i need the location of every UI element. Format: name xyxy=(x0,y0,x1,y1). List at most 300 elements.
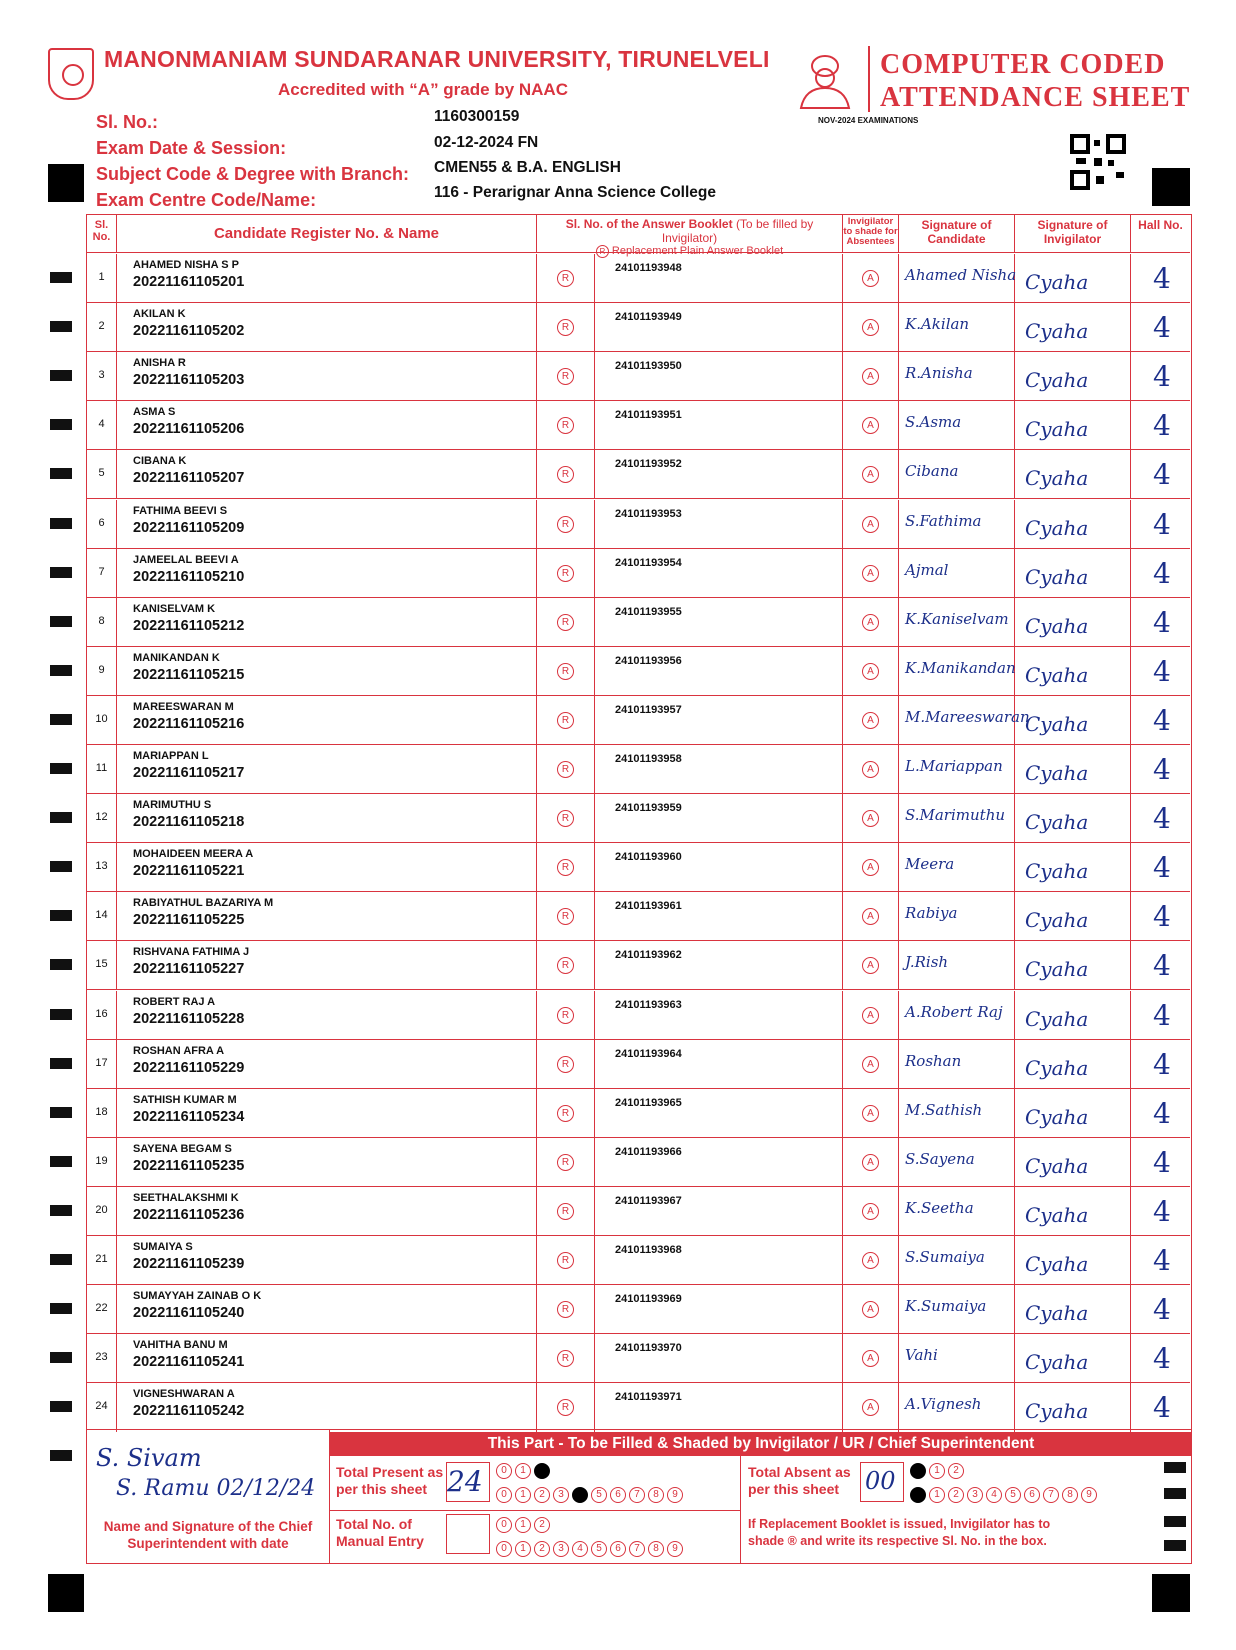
candidate-name: SEETHALAKSHMI K xyxy=(133,1191,239,1204)
booklet-number: 24101193953 xyxy=(615,507,682,520)
candidate-name: RABIYATHUL BAZARIYA M xyxy=(133,897,274,910)
replacement-note: If Replacement Booklet is issued, Invigilator has to shade ® and write its respective Sl. No. in the box. xyxy=(748,1517,1051,1548)
hall-number: 4 xyxy=(1153,360,1171,394)
table-row xyxy=(87,1285,1190,1334)
booklet-number: 24101193956 xyxy=(615,654,682,667)
sheet-title xyxy=(880,48,1190,114)
absent-bubble[interactable]: A xyxy=(862,761,879,778)
header-hall: Hall No. xyxy=(1131,215,1190,253)
absent-bubble[interactable]: A xyxy=(862,565,879,582)
hall-number: 4 xyxy=(1153,556,1171,590)
total-absent-value: 00 xyxy=(865,1467,896,1495)
absent-bubble[interactable]: A xyxy=(862,417,879,434)
replacement-bubble[interactable]: R xyxy=(557,1252,574,1269)
candidate-name: MARIAPPAN L xyxy=(133,750,209,762)
hall-number: 4 xyxy=(1153,1293,1171,1327)
timing-mark xyxy=(50,1450,72,1461)
invigilator-signature: Cyaha xyxy=(1025,859,1089,884)
total-present-tens[interactable]: 0 1 2 xyxy=(496,1460,553,1479)
candidate-signature: R.Anisha xyxy=(905,364,973,383)
invigilator-signature: Cyaha xyxy=(1025,1202,1089,1227)
hall-number: 4 xyxy=(1153,1244,1171,1277)
candidate-name: SATHISH KUMAR M xyxy=(133,1093,237,1106)
invigilator-signature: Cyaha xyxy=(1025,1350,1089,1375)
invigilator-signature: Cyaha xyxy=(1025,908,1089,933)
replacement-bubble[interactable]: R xyxy=(557,466,574,483)
candidate-name: ASMA S xyxy=(133,406,176,419)
register-number: 20221161105241 xyxy=(133,1354,245,1371)
replacement-bubble[interactable]: R xyxy=(557,1399,574,1416)
absent-bubble[interactable]: A xyxy=(862,663,879,680)
table-row xyxy=(87,941,1190,990)
invigilator-signature: Cyaha xyxy=(1025,1301,1089,1326)
row-sl: 18 xyxy=(87,1089,117,1137)
table-row xyxy=(87,794,1190,843)
candidate-signature: Cibana xyxy=(905,462,959,481)
candidate-signature: K.Kaniselvam xyxy=(905,609,1009,628)
candidate-signature: Ajmal xyxy=(905,560,949,579)
row-sl: 11 xyxy=(87,745,117,793)
total-present-box[interactable] xyxy=(446,1462,490,1502)
replacement-bubble[interactable]: R xyxy=(557,761,574,778)
replacement-bubble[interactable]: R xyxy=(557,1301,574,1318)
accreditation-text: Accredited with “A” grade by NAAC xyxy=(278,80,568,99)
invigilator-signature: Cyaha xyxy=(1025,1006,1089,1031)
hall-number: 4 xyxy=(1153,703,1171,737)
absent-bubble[interactable]: A xyxy=(862,1301,879,1318)
absent-bubble[interactable]: A xyxy=(862,1350,879,1367)
invigilator-signature: Cyaha xyxy=(1025,515,1089,540)
header-sl: Sl. No. xyxy=(87,215,117,253)
booklet-number: 24101193962 xyxy=(615,949,682,962)
registration-mark xyxy=(48,1574,84,1612)
register-number: 20221161105236 xyxy=(133,1206,245,1223)
row-sl: 13 xyxy=(87,843,117,891)
candidate-signature: Rabiya xyxy=(905,904,958,923)
replacement-bubble[interactable]: R xyxy=(557,712,574,729)
header-divider xyxy=(868,46,870,112)
timing-mark xyxy=(50,763,72,774)
candidate-signature: Ahamed Nisha xyxy=(905,266,1017,284)
candidate-name: AKILAN K xyxy=(133,308,186,321)
university-logo xyxy=(48,48,94,100)
hall-number: 4 xyxy=(1153,900,1171,934)
manual-entry-units[interactable]: 0 1 2 3 4 5 6 7 8 9 xyxy=(496,1538,686,1557)
table-row xyxy=(87,450,1190,499)
table-row xyxy=(87,1089,1190,1138)
qr-code-icon xyxy=(1072,136,1124,188)
hall-number: 4 xyxy=(1153,1194,1171,1228)
absent-bubble[interactable]: A xyxy=(862,712,879,729)
booklet-number: 24101193954 xyxy=(615,556,682,569)
candidate-signature: K.Manikandan xyxy=(905,658,1016,677)
booklet-number: 24101193959 xyxy=(615,802,682,815)
total-absent-label: Total Absent as per this sheet xyxy=(748,1464,851,1497)
hall-number: 4 xyxy=(1153,1391,1171,1425)
row-sl: 3 xyxy=(87,352,117,400)
candidate-signature: J.Rish xyxy=(905,953,949,972)
replacement-bubble[interactable]: R xyxy=(557,319,574,336)
booklet-number: 24101193960 xyxy=(615,851,682,864)
table-row xyxy=(87,1040,1190,1089)
replacement-bubble[interactable]: R xyxy=(557,1203,574,1220)
register-number: 20221161105202 xyxy=(133,323,245,340)
register-number: 20221161105225 xyxy=(133,912,245,929)
candidate-signature: Meera xyxy=(905,855,955,874)
absent-bubble[interactable]: A xyxy=(862,1007,879,1024)
chief-signature-line1: S. Sivam xyxy=(96,1444,202,1472)
timing-mark xyxy=(50,959,72,970)
booklet-number: 24101193968 xyxy=(615,1244,682,1256)
absent-bubble[interactable]: A xyxy=(862,516,879,533)
hall-number: 4 xyxy=(1153,851,1171,885)
replacement-bubble[interactable]: R xyxy=(557,663,574,680)
hall-number: 4 xyxy=(1153,409,1171,443)
replacement-symbol-icon: R xyxy=(596,245,609,258)
absent-bubble[interactable]: A xyxy=(862,614,879,631)
invigilator-signature: Cyaha xyxy=(1025,1055,1089,1080)
absent-bubble[interactable]: A xyxy=(862,1399,879,1416)
register-number: 20221161105229 xyxy=(133,1059,245,1076)
centre-value: 116 - Perarignar Anna Science College xyxy=(434,184,716,201)
total-absent-units[interactable]: 0 1 2 3 4 5 6 7 8 9 xyxy=(910,1484,1100,1503)
register-number: 20221161105217 xyxy=(133,765,245,781)
table-row xyxy=(87,352,1190,401)
row-sl: 21 xyxy=(87,1236,117,1284)
candidate-signature: S.Marimuthu xyxy=(905,806,1006,825)
register-number: 20221161105216 xyxy=(133,715,245,732)
hall-number: 4 xyxy=(1153,605,1171,639)
register-number: 20221161105203 xyxy=(133,372,245,389)
table-row xyxy=(87,549,1190,598)
invigilator-signature: Cyaha xyxy=(1025,1153,1089,1178)
row-sl: 2 xyxy=(87,303,117,351)
header-absent: Invigilator to shade for Absentees xyxy=(843,215,899,253)
candidate-name: MANIKANDAN K xyxy=(133,651,220,664)
replacement-bubble[interactable]: R xyxy=(557,270,574,287)
timing-mark xyxy=(50,1009,72,1020)
replacement-bubble[interactable]: R xyxy=(557,614,574,631)
hall-number: 4 xyxy=(1153,1096,1171,1130)
replacement-bubble[interactable]: R xyxy=(557,417,574,434)
row-sl: 24 xyxy=(87,1383,117,1432)
attendance-table xyxy=(86,214,1192,1430)
candidate-signature: A.Robert Raj xyxy=(905,1002,1003,1021)
candidate-name: KANISELVAM K xyxy=(133,602,216,615)
candidate-name: SAYENA BEGAM S xyxy=(133,1142,232,1155)
table-row xyxy=(87,843,1190,892)
table-row xyxy=(87,1138,1190,1187)
timing-mark xyxy=(50,321,72,332)
timing-mark xyxy=(50,1401,72,1412)
hall-number: 4 xyxy=(1153,802,1171,836)
register-number: 20221161105235 xyxy=(133,1157,245,1174)
row-sl: 15 xyxy=(87,941,117,989)
candidate-signature: K.Sumaiya xyxy=(905,1297,987,1316)
timing-mark xyxy=(50,616,72,627)
invigilator-signature: Cyaha xyxy=(1025,957,1089,982)
invigilator-signature: Cyaha xyxy=(1025,1399,1089,1424)
row-sl: 8 xyxy=(87,598,117,646)
replacement-bubble[interactable]: R xyxy=(557,368,574,385)
table-row xyxy=(87,696,1190,745)
footer-divider xyxy=(330,1510,740,1511)
header-booklet-main: Sl. No. of the Answer Booklet xyxy=(565,217,733,231)
header-booklet-sub: Replacement Plain Answer Booklet xyxy=(611,245,784,257)
sl-no-label: Sl. No.: xyxy=(96,112,158,132)
timing-mark xyxy=(50,468,72,479)
candidate-name: MARIMUTHU S xyxy=(133,799,212,812)
register-number: 20221161105221 xyxy=(133,863,245,880)
invigilator-signature: Cyaha xyxy=(1025,761,1089,785)
header-sig-invigilator: Signature of Invigilator xyxy=(1015,215,1131,253)
invigilator-signature: Cyaha xyxy=(1025,319,1089,344)
table-row xyxy=(87,1383,1190,1432)
timing-mark xyxy=(50,518,72,529)
absent-bubble[interactable]: A xyxy=(862,319,879,336)
table-row xyxy=(87,500,1190,549)
replacement-bubble[interactable]: R xyxy=(557,1007,574,1024)
invigilator-signature: Cyaha xyxy=(1025,1252,1089,1276)
candidate-name: FATHIMA BEEVI S xyxy=(133,504,228,517)
register-number: 20221161105209 xyxy=(133,519,245,536)
replacement-bubble[interactable]: R xyxy=(557,1154,574,1171)
timing-mark xyxy=(50,812,72,823)
centre-label: Exam Centre Code/Name: xyxy=(96,190,317,210)
total-present-units[interactable]: 0 1 2 3 4 5 6 7 8 9 xyxy=(496,1484,686,1503)
invigilator-signature: Cyaha xyxy=(1025,662,1089,687)
booklet-number: 24101193963 xyxy=(615,998,682,1011)
absent-bubble[interactable]: A xyxy=(862,908,879,925)
booklet-number: 24101193971 xyxy=(615,1391,682,1404)
replacement-bubble[interactable]: R xyxy=(557,1056,574,1073)
sheet-header xyxy=(0,0,1236,210)
invigilator-signature: Cyaha xyxy=(1025,810,1089,835)
timing-mark xyxy=(50,272,72,283)
total-absent-box[interactable] xyxy=(860,1462,904,1502)
hall-number: 4 xyxy=(1153,753,1171,786)
candidate-signature: S.Sumaiya xyxy=(905,1248,985,1266)
absent-bubble[interactable]: A xyxy=(862,466,879,483)
absent-bubble[interactable]: A xyxy=(862,368,879,385)
table-row xyxy=(87,303,1190,352)
candidate-name: ANISHA R xyxy=(133,357,186,370)
invigilator-signature: Cyaha xyxy=(1025,564,1089,589)
replacement-bubble[interactable]: R xyxy=(557,1105,574,1122)
absent-bubble[interactable]: A xyxy=(862,1105,879,1122)
register-number: 20221161105206 xyxy=(133,421,245,438)
timing-mark xyxy=(50,1156,72,1167)
sl-no-value: 1160300159 xyxy=(434,108,520,125)
candidate-signature: K.Akilan xyxy=(905,315,970,334)
candidate-signature: A.Vignesh xyxy=(905,1395,982,1414)
absent-bubble[interactable]: A xyxy=(862,1252,879,1269)
row-sl: 9 xyxy=(87,647,117,695)
row-sl: 16 xyxy=(87,991,117,1039)
hall-number: 4 xyxy=(1153,1145,1171,1179)
timing-mark xyxy=(50,567,72,578)
replacement-bubble[interactable]: R xyxy=(557,908,574,925)
table-row xyxy=(87,892,1190,941)
booklet-number: 24101193967 xyxy=(615,1194,682,1207)
row-sl: 5 xyxy=(87,450,117,498)
timing-mark xyxy=(50,1352,72,1363)
candidate-signature: Roshan xyxy=(905,1051,962,1070)
absent-bubble[interactable]: A xyxy=(862,957,879,974)
hall-number: 4 xyxy=(1153,949,1171,983)
register-number: 20221161105212 xyxy=(133,617,245,634)
timing-mark xyxy=(50,1107,72,1118)
candidate-name: MOHAIDEEN MEERA A xyxy=(133,848,254,861)
register-number: 20221161105239 xyxy=(133,1256,245,1272)
sheet-title-line1: COMPUTER CODED xyxy=(880,49,1166,80)
table-row xyxy=(87,1236,1190,1285)
absent-bubble[interactable]: A xyxy=(862,1203,879,1220)
replacement-bubble[interactable]: R xyxy=(557,957,574,974)
subject-value: CMEN55 & B.A. ENGLISH xyxy=(434,159,621,176)
booklet-number: 24101193950 xyxy=(615,360,682,373)
candidate-name: CIBANA K xyxy=(133,455,187,468)
hall-number: 4 xyxy=(1153,1047,1171,1081)
register-number: 20221161105210 xyxy=(133,568,245,585)
candidate-name: JAMEELAL BEEVI A xyxy=(133,553,239,566)
replacement-bubble[interactable]: R xyxy=(557,859,574,876)
row-sl: 23 xyxy=(87,1334,117,1382)
total-present-label: Total Present as per this sheet xyxy=(336,1464,444,1497)
absent-bubble[interactable]: A xyxy=(862,859,879,876)
header-sig-candidate: Signature of Candidate xyxy=(899,215,1015,253)
candidate-name: MAREESWARAN M xyxy=(133,700,234,713)
register-number: 20221161105227 xyxy=(133,961,245,978)
candidate-name: VAHITHA BANU M xyxy=(133,1339,228,1352)
booklet-number: 24101193964 xyxy=(615,1047,682,1060)
replacement-bubble[interactable]: R xyxy=(557,516,574,533)
booklet-number: 24101193951 xyxy=(615,409,682,422)
absent-bubble[interactable]: A xyxy=(862,810,879,827)
manual-entry-tens[interactable]: 0 1 2 xyxy=(496,1514,553,1533)
manual-entry-box[interactable] xyxy=(446,1514,490,1554)
booklet-number: 24101193969 xyxy=(615,1293,682,1306)
invigilator-signature: Cyaha xyxy=(1025,368,1089,393)
hall-number: 4 xyxy=(1153,998,1171,1032)
booklet-number: 24101193958 xyxy=(615,753,682,765)
header-booklet-note: (To be filled by Invigilator) xyxy=(661,217,814,245)
footer-divider xyxy=(740,1456,741,1564)
subject-label: Subject Code & Degree with Branch: xyxy=(96,164,410,184)
candidate-signature: S.Asma xyxy=(905,413,962,432)
row-sl: 22 xyxy=(87,1285,117,1333)
registration-mark xyxy=(48,164,84,202)
table-row xyxy=(87,991,1190,1040)
candidate-name: ROBERT RAJ A xyxy=(133,995,216,1008)
chief-signature-line2: S. Ramu 02/12/24 xyxy=(116,1476,316,1501)
hall-number: 4 xyxy=(1153,507,1171,541)
candidate-name: SUMAIYA S xyxy=(133,1241,193,1253)
invigilator-signature: Cyaha xyxy=(1025,613,1089,638)
absent-bubble[interactable]: A xyxy=(862,1056,879,1073)
hall-number: 4 xyxy=(1153,654,1171,688)
candidate-name: AHAMED NISHA S P xyxy=(133,259,239,271)
hall-number: 4 xyxy=(1153,311,1171,345)
founder-portrait-image xyxy=(795,48,855,110)
candidate-signature: M.Sathish xyxy=(905,1100,983,1119)
timing-mark xyxy=(50,714,72,725)
timing-mark xyxy=(50,1254,72,1265)
register-number: 20221161105234 xyxy=(133,1108,245,1125)
total-absent-tens[interactable]: 0 1 2 xyxy=(910,1460,967,1479)
chief-label: Name and Signature of the Chief Superintendent with date xyxy=(103,1519,313,1551)
timing-mark xyxy=(50,861,72,872)
registration-mark xyxy=(1152,1574,1190,1612)
invigilator-signature: Cyaha xyxy=(1025,466,1089,491)
candidate-name: VIGNESHWARAN A xyxy=(133,1388,235,1401)
invigilator-signature: Cyaha xyxy=(1025,711,1089,736)
booklet-number: 24101193948 xyxy=(615,262,682,274)
row-sl: 12 xyxy=(87,794,117,842)
invigilator-signature: Cyaha xyxy=(1025,270,1089,294)
candidate-signature: K.Seetha xyxy=(905,1198,974,1217)
exam-tag: NOV-2024 EXAMINATIONS xyxy=(818,116,919,125)
hall-number: 4 xyxy=(1153,1342,1171,1376)
university-name: MANONMANIAM SUNDARANAR UNIVERSITY, TIRUNELVELI xyxy=(104,46,770,72)
table-row xyxy=(87,1334,1190,1383)
candidate-signature: L.Mariappan xyxy=(905,757,1003,775)
candidate-name: ROSHAN AFRA A xyxy=(133,1044,225,1057)
timing-mark xyxy=(50,1205,72,1216)
candidate-signature: M.Mareeswaran xyxy=(905,707,1030,726)
sheet-title-line2: ATTENDANCE SHEET xyxy=(880,82,1191,113)
register-number: 20221161105207 xyxy=(133,470,245,487)
table-row xyxy=(87,647,1190,696)
register-number: 20221161105201 xyxy=(133,274,245,290)
timing-mark xyxy=(50,1303,72,1314)
invigilator-signature: Cyaha xyxy=(1025,417,1089,442)
total-present-value: 24 xyxy=(447,1465,483,1498)
register-number: 20221161105242 xyxy=(133,1403,245,1420)
hall-number: 4 xyxy=(1153,458,1171,492)
replacement-bubble[interactable]: R xyxy=(557,1350,574,1367)
booklet-number: 24101193955 xyxy=(615,605,682,618)
row-sl: 4 xyxy=(87,401,117,449)
registration-mark xyxy=(1152,168,1190,206)
booklet-number: 24101193965 xyxy=(615,1096,682,1109)
timing-mark xyxy=(50,1058,72,1069)
timing-mark xyxy=(50,419,72,430)
footer-band: This Part - To be Filled & Shaded by Invigilator / UR / Chief Superintendent xyxy=(330,1432,1192,1456)
absent-bubble[interactable]: A xyxy=(862,1154,879,1171)
row-sl: 7 xyxy=(87,549,117,597)
absent-bubble[interactable]: A xyxy=(862,270,879,287)
register-number: 20221161105228 xyxy=(133,1010,245,1027)
timing-mark xyxy=(50,910,72,921)
register-number: 20221161105218 xyxy=(133,814,245,831)
table-row xyxy=(87,598,1190,647)
invigilator-signature: Cyaha xyxy=(1025,1104,1089,1129)
manual-entry-label: Total No. of Manual Entry xyxy=(336,1516,424,1549)
row-sl: 10 xyxy=(87,696,117,744)
timing-mark xyxy=(50,665,72,676)
register-number: 20221161105240 xyxy=(133,1305,245,1322)
candidate-signature: Vahi xyxy=(905,1346,938,1365)
candidate-signature: S.Fathima xyxy=(905,511,982,530)
booklet-number: 24101193949 xyxy=(615,311,682,324)
row-sl: 6 xyxy=(87,500,117,548)
exam-date-value: 02-12-2024 FN xyxy=(434,134,539,151)
table-row xyxy=(87,254,1190,303)
replacement-bubble[interactable]: R xyxy=(557,810,574,827)
booklet-number: 24101193961 xyxy=(615,900,682,913)
replacement-bubble[interactable]: R xyxy=(557,565,574,582)
